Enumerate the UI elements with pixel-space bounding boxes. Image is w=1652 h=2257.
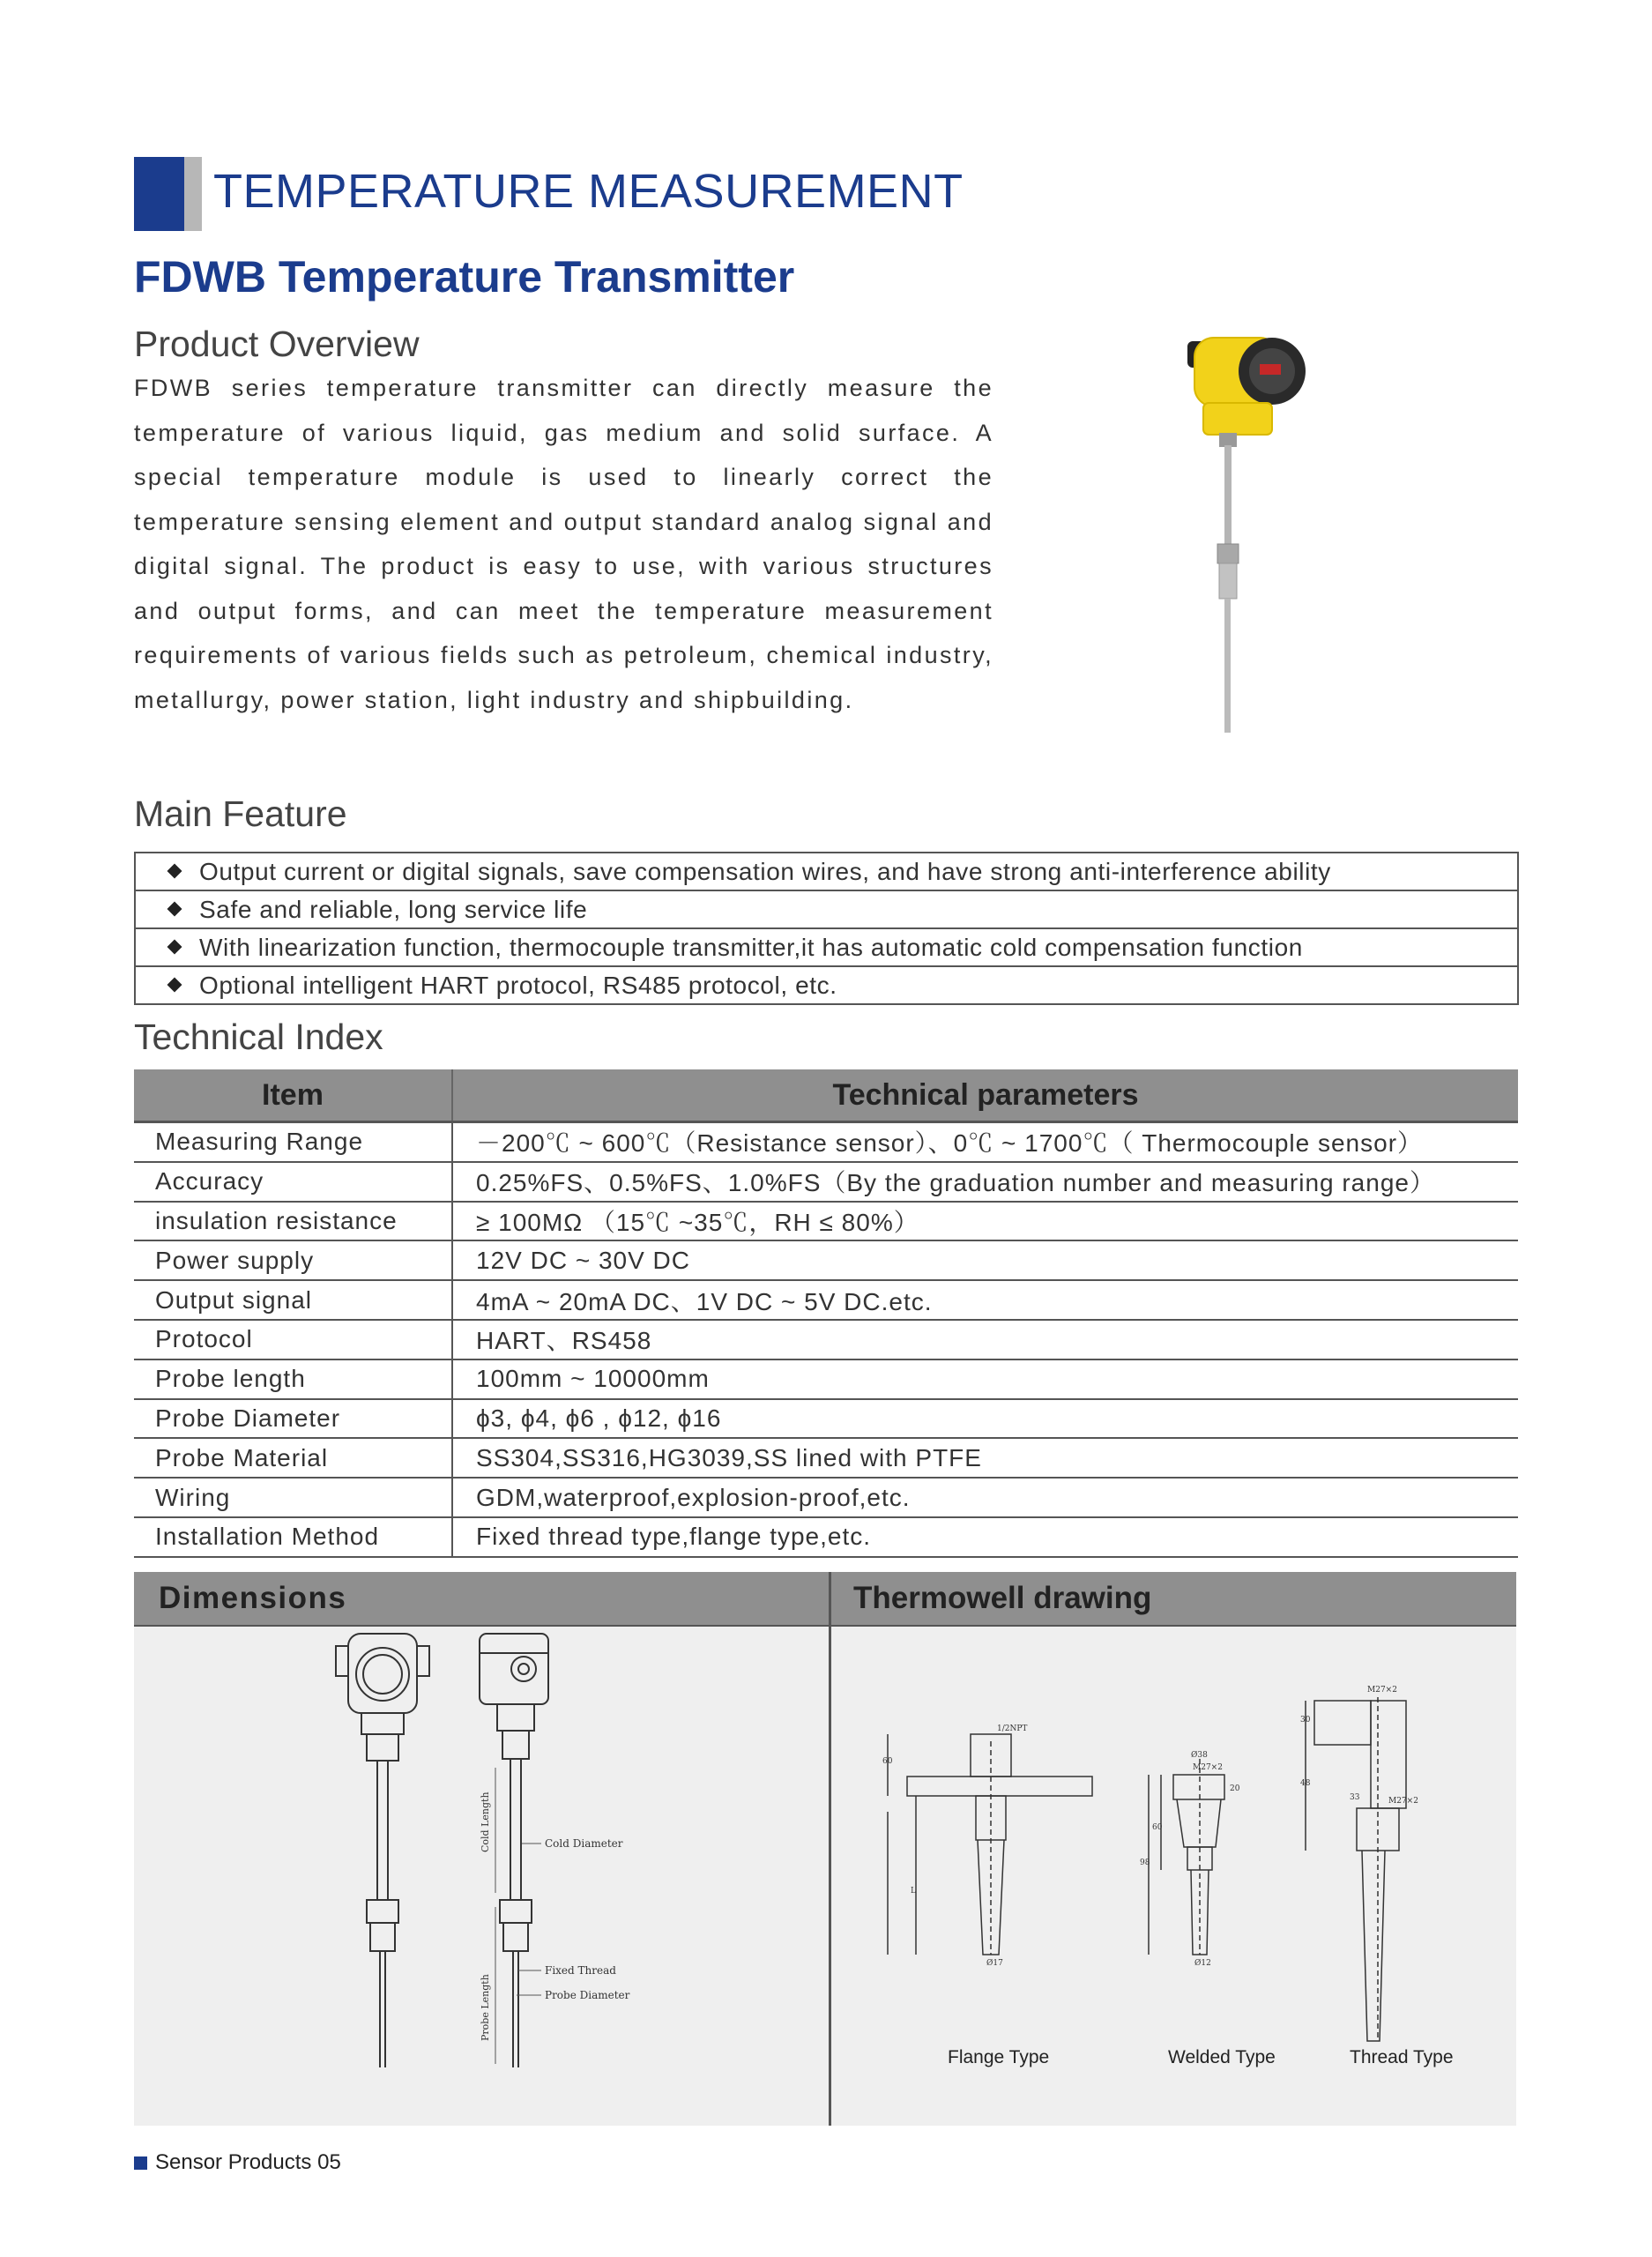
param-name: Probe Diameter bbox=[134, 1399, 452, 1439]
table-row bbox=[134, 1202, 1518, 1241]
npt-label: 1/2NPT bbox=[997, 1724, 1028, 1733]
param-name: Wiring bbox=[134, 1478, 452, 1517]
thread-m27-label: M27×2 bbox=[1367, 1686, 1397, 1695]
dimensions-panel bbox=[134, 1572, 829, 2126]
welded-d12-label: Ø12 bbox=[1194, 1959, 1211, 1968]
param-value: ϕ3, ϕ4, ϕ6 , ϕ12, ϕ16 bbox=[452, 1399, 1518, 1439]
table-row bbox=[134, 1359, 1518, 1399]
transmitter-illustration bbox=[1187, 338, 1306, 733]
welded-98-label: 98 bbox=[1140, 1858, 1150, 1867]
table-row bbox=[134, 1320, 1518, 1359]
thread-m27-label-2: M27×2 bbox=[1388, 1797, 1418, 1806]
table-row bbox=[134, 1517, 1518, 1557]
thermowell-heading: Thermowell drawing bbox=[831, 1572, 1516, 1627]
param-name: Probe length bbox=[134, 1359, 452, 1399]
flange-type-caption: Flange Type bbox=[948, 2047, 1050, 2067]
bullet-icon bbox=[167, 978, 182, 993]
dimensions-heading: Dimensions bbox=[134, 1572, 829, 1627]
table-row bbox=[134, 1399, 1518, 1439]
welded-60-label: 60 bbox=[1152, 1823, 1163, 1832]
welded-20-label: 20 bbox=[1230, 1784, 1240, 1793]
param-value: 12V DC ~ 30V DC bbox=[452, 1240, 1518, 1280]
param-value: Fixed thread type,flange type,etc. bbox=[452, 1517, 1518, 1557]
table-row bbox=[134, 1280, 1518, 1320]
cold-length-label: Cold Length bbox=[480, 1791, 491, 1852]
footer-marker bbox=[134, 2156, 147, 2170]
table-row bbox=[134, 1162, 1518, 1202]
technical-table bbox=[134, 1069, 1518, 1558]
table-row bbox=[134, 1122, 1518, 1162]
param-name: insulation resistance bbox=[134, 1202, 452, 1241]
title-accent-bar-grey bbox=[184, 157, 202, 231]
param-value: 0.25%FS、0.5%FS、1.0%FS（By the graduation number and measuring range） bbox=[452, 1162, 1518, 1202]
flange-60-label: 60 bbox=[882, 1757, 893, 1766]
param-value: －200℃ ~ 600℃（Resistance sensor）、0℃ ~ 1700℃（ Thermocouple sensor） bbox=[452, 1122, 1518, 1162]
probe-length-label: Probe Length bbox=[480, 1974, 491, 2041]
thread-type-drawing bbox=[1306, 1697, 1406, 2041]
overview-heading: Product Overview bbox=[134, 324, 420, 364]
param-name: Power supply bbox=[134, 1240, 452, 1280]
list-item: With linearization function, thermocouple transmitter,it has automatic cold compensation function bbox=[136, 929, 1517, 967]
probe-diameter-label: Probe Diameter bbox=[545, 1989, 630, 2001]
list-item: Optional intelligent HART protocol, RS485 protocol, etc. bbox=[136, 967, 1517, 1005]
table-header-row bbox=[134, 1069, 1518, 1122]
param-value: ≥ 100MΩ （15℃ ~35℃，RH ≤ 80%） bbox=[452, 1202, 1518, 1241]
param-name: Measuring Range bbox=[134, 1122, 452, 1162]
table-row bbox=[134, 1438, 1518, 1478]
welded-type-caption: Welded Type bbox=[1168, 2047, 1276, 2067]
feature-heading: Main Feature bbox=[134, 793, 347, 834]
param-value: HART、RS458 bbox=[452, 1320, 1518, 1359]
fixed-thread-label: Fixed Thread bbox=[545, 1964, 616, 1977]
param-value: 4mA ~ 20mA DC、1V DC ~ 5V DC.etc. bbox=[452, 1280, 1518, 1320]
thread-48-label: 48 bbox=[1300, 1779, 1311, 1788]
welded-d38-label: Ø38 bbox=[1191, 1751, 1208, 1760]
cold-diameter-label: Cold Diameter bbox=[545, 1837, 623, 1850]
welded-m27-label: M27×2 bbox=[1193, 1763, 1223, 1772]
param-name: Protocol bbox=[134, 1320, 452, 1359]
bullet-icon bbox=[167, 940, 182, 955]
thread-30-label: 30 bbox=[1300, 1716, 1311, 1724]
param-name: Probe Material bbox=[134, 1438, 452, 1478]
table-row bbox=[134, 1478, 1518, 1517]
thread-type-caption: Thread Type bbox=[1350, 2047, 1454, 2067]
technical-heading: Technical Index bbox=[134, 1017, 383, 1057]
flange-d17-label: Ø17 bbox=[986, 1959, 1003, 1968]
product-title: FDWB Temperature Transmitter bbox=[134, 252, 795, 302]
product-photo bbox=[1168, 322, 1327, 745]
list-item: Output current or digital signals, save compensation wires, and have strong anti-interference ability bbox=[136, 853, 1517, 891]
welded-type-drawing bbox=[1149, 1759, 1224, 1955]
column-header: Technical parameters bbox=[452, 1069, 1518, 1122]
column-header: Item bbox=[134, 1069, 452, 1122]
param-value: GDM,waterproof,explosion-proof,etc. bbox=[452, 1478, 1518, 1517]
param-value: SS304,SS316,HG3039,SS lined with PTFE bbox=[452, 1438, 1518, 1478]
feature-list bbox=[134, 852, 1519, 1005]
param-value: 100mm ~ 10000mm bbox=[452, 1359, 1518, 1399]
dimensions-drawing bbox=[134, 1627, 829, 2126]
list-item: Safe and reliable, long service life bbox=[136, 891, 1517, 929]
table-row bbox=[134, 1240, 1518, 1280]
overview-text: FDWB series temperature transmitter can directly measure the temperature of various liquid, gas medium and solid surface. A special temperature module is used to linearly correct the temperature sensing element and output standard analog signal and digital signal. The product is easy to use, with various structures and output forms, and can meet the temperature measurement requirements of various fields such as petroleum, chemical industry, metallurgy, power station, light industry and shipbuilding. bbox=[134, 375, 993, 713]
thread-33-label: 33 bbox=[1350, 1793, 1360, 1802]
footer-page-label: Sensor Products 05 bbox=[155, 2150, 341, 2174]
title-accent-bar bbox=[134, 157, 184, 231]
thermowell-panel bbox=[831, 1572, 1516, 2126]
bullet-icon bbox=[167, 864, 182, 879]
param-name: Output signal bbox=[134, 1280, 452, 1320]
param-name: Accuracy bbox=[134, 1162, 452, 1202]
section-title: TEMPERATURE MEASUREMENT bbox=[213, 165, 964, 218]
param-name: Installation Method bbox=[134, 1517, 452, 1557]
bullet-icon bbox=[167, 902, 182, 917]
flange-type-drawing bbox=[888, 1734, 1092, 1955]
flange-L-label: L bbox=[911, 1887, 916, 1896]
